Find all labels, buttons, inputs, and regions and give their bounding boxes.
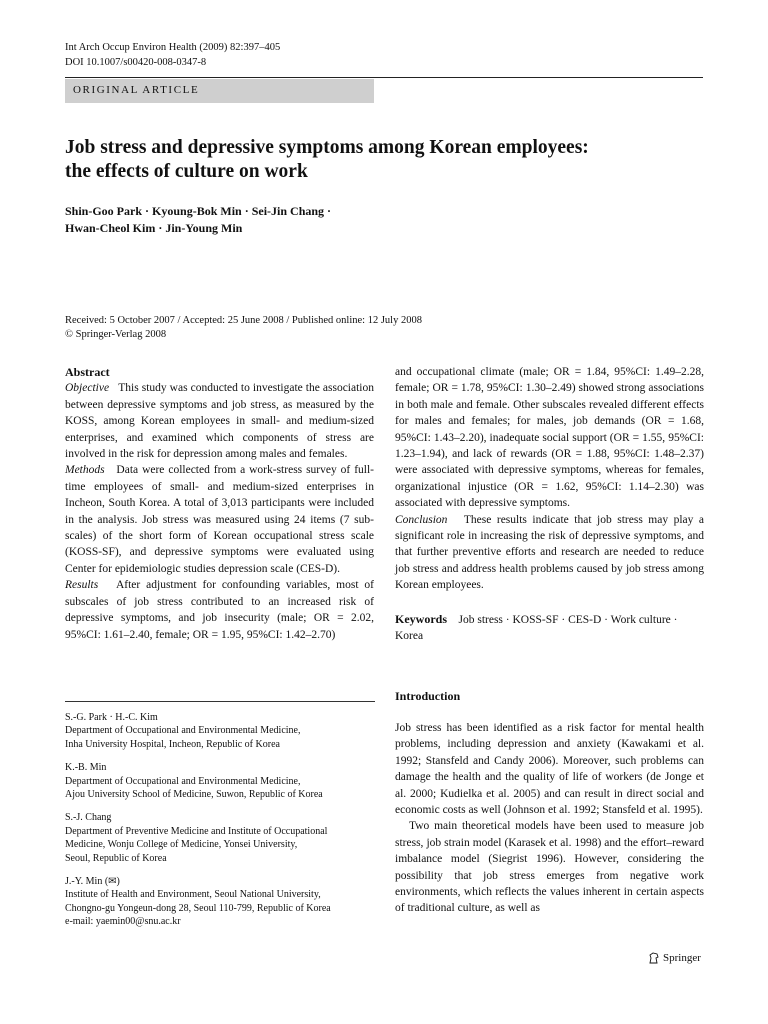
introduction-body	[395, 720, 704, 917]
abstract-left-column	[65, 364, 374, 643]
authors-line-1: Shin-Goo Park · Kyoung-Bok Min · Sei-Jin Chang ·	[65, 204, 332, 218]
abstract-objective	[65, 380, 374, 462]
abstract-heading: Abstract	[65, 365, 110, 379]
keywords	[395, 611, 704, 645]
affiliation-line: Inha University Hospital, Incheon, Republic of Korea	[65, 738, 280, 750]
affiliation-line: Department of Occupational and Environmental Medicine,	[65, 725, 301, 737]
objective-label: Objective	[65, 382, 110, 395]
results-text-part-1: After adjustment for confounding variables, most of subscales of job stress contributed to an increased risk of depressive symptoms, and job insecurity (male; OR = 2.02, 95%CI: 1.61–2.40, female; OR = 1.95, 95%CI: 1.42–2.70)	[65, 579, 375, 641]
methods-label: Methods	[65, 464, 105, 477]
affiliation-block	[65, 875, 374, 929]
article-title	[65, 136, 705, 184]
affiliations	[65, 711, 374, 939]
title-line-1: Job stress and depressive symptoms among Korean employees:	[65, 137, 589, 158]
affiliation-block	[65, 811, 374, 865]
introduction-paragraph-2: Two main theoretical models have been used to measure job stress, job strain model (Karasek et al. 1998) and the effort–reward imbalance model (Siegrist 1996). However, considering the possibility that job stress emerges from negative work environments, which reflects the values inherent in certain aspects of traditional culture, as well as	[395, 820, 704, 915]
affiliation-line: Chongno-gu Yongeun-dong 28, Seoul 110-799, Republic of Korea	[65, 902, 331, 914]
abstract-right-column	[395, 364, 704, 645]
abstract-results-continued: and occupational climate (male; OR = 1.84, 95%CI: 1.49–2.28, female; OR = 1.78, 95%CI: 1.30–2.49) showed strong associations in both male and female. Other subscales revealed different effects for males and females; for males, job demands (OR = 1.68, 95%CI: 1.43–2.20), inadequate social support (OR = 1.55, 95%CI: 1.23–1.94), and lack of rewards (OR = 1.88, 95%CI: 1.48–2.37) were associated with depressive symptoms, whereas for females, organizational injustice (OR = 1.62, 95%CI: 1.14–2.30) was associated with depressive symptoms.	[395, 366, 704, 510]
authors-line-2: Hwan-Cheol Kim · Jin-Young Min	[65, 221, 243, 235]
affiliation-names: S.-G. Park · H.-C. Kim	[65, 712, 158, 723]
abstract-methods	[65, 462, 374, 577]
conclusion-label: Conclusion	[395, 513, 448, 526]
copyright-notice: © Springer-Verlag 2008	[65, 329, 167, 340]
author-list	[65, 203, 665, 237]
introduction-paragraph-1: Job stress has been identified as a risk factor for mental health problems, including depression and anxiety (Kawakami et al. 1992; Stansfeld and Candy 2006). Moreover, such problems can damage the health and the quality of life of workers (de Jonge et al. 2000; Kudielka et al. 2005) and can result in direct social and economic costs as well (Johnson et al. 1992; Stansfeld et al. 1995).	[395, 722, 704, 817]
affiliation-line: Department of Occupational and Environmental Medicine,	[65, 775, 301, 787]
affiliation-block	[65, 711, 374, 751]
springer-horse-icon	[648, 952, 660, 964]
affiliation-line: Department of Preventive Medicine and Institute of Occupational	[65, 825, 328, 837]
affiliation-line: Seoul, Republic of Korea	[65, 852, 167, 864]
affiliation-block	[65, 761, 374, 801]
abstract-results-start	[65, 577, 374, 643]
journal-header	[65, 40, 280, 70]
affiliation-line: Ajou University School of Medicine, Suwon, Republic of Korea	[65, 789, 323, 801]
title-line-2: the effects of culture on work	[65, 161, 308, 182]
affiliation-names: J.-Y. Min (✉)	[65, 876, 120, 888]
journal-citation: Int Arch Occup Environ Health (2009) 82:397–405	[65, 42, 281, 53]
objective-text: This study was conducted to investigate the association between depressive symptoms and job stress, as measured by the KOSS, among Korean employees in small- and medium-sized enterprises, and examined which components of stress are involved in the risk for depression among males and females.	[65, 382, 374, 461]
affiliation-line: Institute of Health and Environment, Seoul National University,	[65, 889, 321, 901]
article-type-band: ORIGINAL ARTICLE	[65, 79, 374, 103]
publisher-name: Springer	[663, 952, 701, 964]
results-label: Results	[65, 579, 99, 592]
keywords-text: Job stress · KOSS-SF · CES-D · Work culture · Korea	[395, 613, 678, 643]
footnote-rule	[65, 701, 375, 702]
contact-email[interactable]: e-mail: yaemin00@snu.ac.kr	[65, 916, 181, 928]
publication-history	[65, 314, 705, 342]
received-dates: Received: 5 October 2007 / Accepted: 25 June 2008 / Published online: 12 July 2008	[65, 315, 422, 326]
publisher-mark	[648, 952, 701, 964]
conclusion-text: These results indicate that job stress may play a significant role in increasing the risk of depressive symptoms, and that further preventive efforts and research are needed to reduce job stress and address health problems caused by job stress among Korean employees.	[395, 513, 704, 592]
keywords-label: Keywords	[395, 611, 447, 626]
affiliation-line: Medicine, Wonju College of Medicine, Yonsei University,	[65, 839, 298, 851]
header-rule	[65, 77, 703, 78]
affiliation-names: K.-B. Min	[65, 762, 107, 774]
introduction-heading: Introduction	[395, 689, 461, 703]
journal-doi[interactable]: DOI 10.1007/s00420-008-0347-8	[65, 57, 207, 68]
abstract-conclusion	[395, 512, 704, 594]
methods-text: Data were collected from a work-stress survey of full-time employees of small- and medium-sized enterprises in Incheon, South Korea. A total of 3,013 participants were included in the analysis. Job stress was measured using 24 items (7 sub-scales) of the short form of Korean occupational stress scale (KOSS-SF), and depressive symptoms were evaluated using Center for epidemiologic studies depression scale (CES-D).	[65, 464, 374, 575]
affiliation-names: S.-J. Chang	[65, 812, 112, 824]
